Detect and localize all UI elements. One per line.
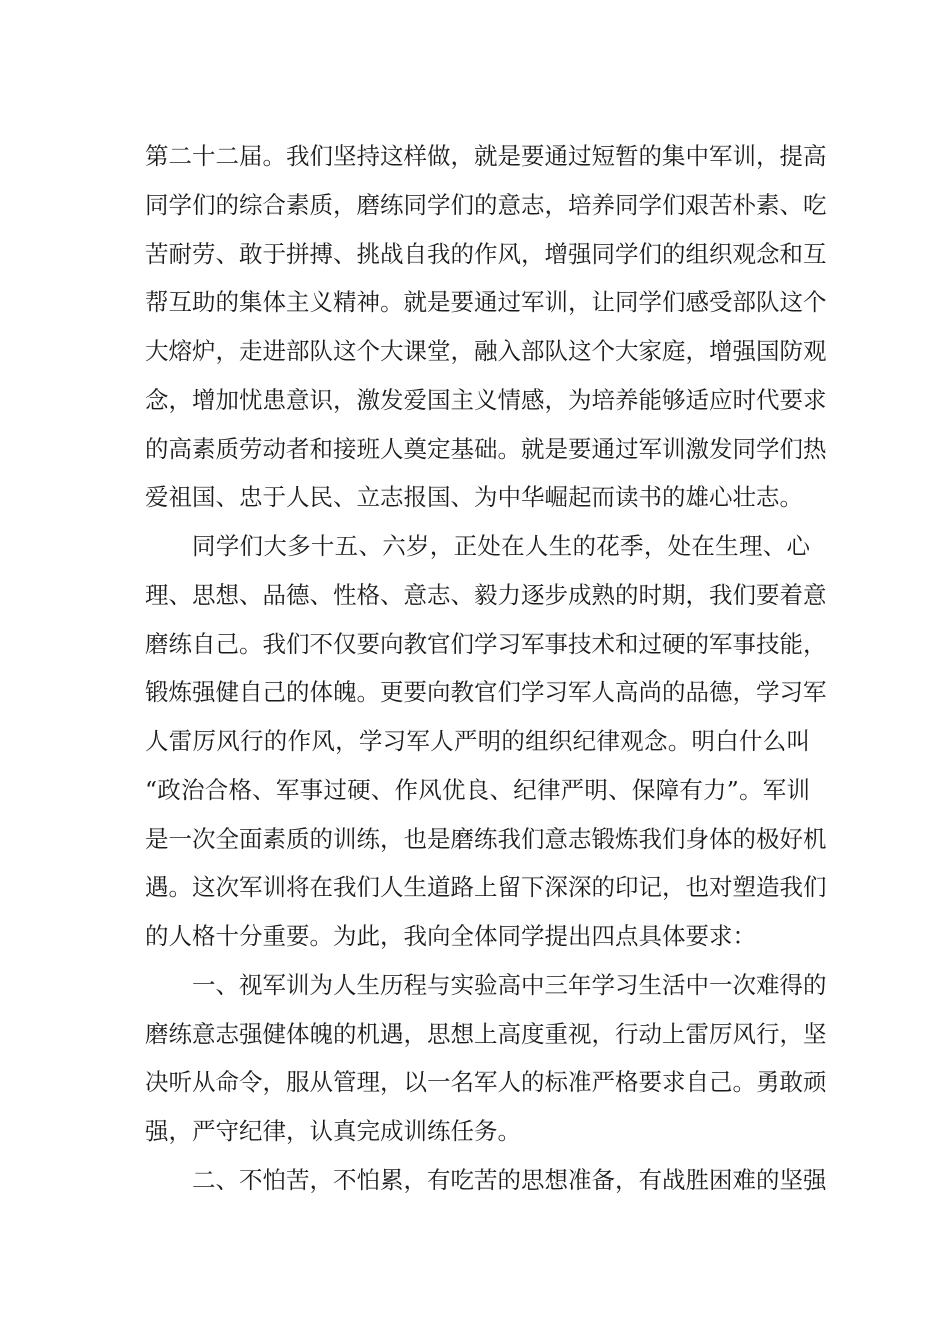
text-line: 爱祖国、忠于人民、立志报国、为中华崛起而读书的雄心壮志。 bbox=[145, 483, 803, 512]
text-line: “政治合格、军事过硬、作风优良、纪律严明、保障有力”。军训 bbox=[145, 775, 810, 804]
text-line: 人雷厉风行的作风，学习军人严明的组织纪律观念。明白什么叫 bbox=[145, 727, 810, 755]
text-line: 帮互助的集体主义精神。就是要通过军训，让同学们感受部队这个 bbox=[145, 288, 827, 317]
text-line: 理、思想、品德、性格、意志、毅力逐步成熟的时期，我们要着意 bbox=[145, 580, 827, 609]
text-line: 第二十二届。我们坚持这样做，就是要通过短暂的集中军训，提高 bbox=[145, 142, 827, 170]
text-line: 磨练意志强健体魄的机遇，思想上高度重视，行动上雷厉风行，坚 bbox=[145, 1019, 827, 1048]
text-line: 锻炼强健自己的体魄。更要向教官们学习军人高尚的品德，学习军 bbox=[145, 678, 827, 707]
text-line: 是一次全面素质的训练，也是磨练我们意志锻炼我们身体的极好机 bbox=[145, 824, 827, 853]
text-line: 念，增加忧患意识，激发爱国主义情感，为培养能够适应时代要求 bbox=[145, 385, 827, 414]
paragraph-start-line: 同学们大多十五、六岁，正处在人生的花季，处在生理、心 bbox=[192, 532, 810, 560]
paragraph-start-line: 一、视军训为人生历程与实验高中三年学习生活中一次难得的 bbox=[192, 970, 827, 999]
text-line: 决听从命令，服从管理，以一名军人的标准严格要求自己。勇敢顽 bbox=[145, 1068, 827, 1097]
text-line: 的人格十分重要。为此，我向全体同学提出四点具体要求： bbox=[145, 922, 756, 950]
text-line: 强，严守纪律，认真完成训练任务。 bbox=[145, 1117, 521, 1145]
text-line: 磨练自己。我们不仅要向教官们学习军事技术和过硬的军事技能， bbox=[145, 629, 827, 658]
body-text bbox=[145, 132, 827, 1205]
text-line: 遇。这次军训将在我们人生道路上留下深深的印记，也对塑造我们 bbox=[145, 873, 827, 902]
text-line: 大熔炉，走进部队这个大课堂，融入部队这个大家庭，增强国防观 bbox=[145, 337, 827, 365]
text-line: 苦耐劳、敢于拼搏、挑战自我的作风，增强同学们的组织观念和互 bbox=[145, 239, 827, 268]
text-line: 同学们的综合素质，磨练同学们的意志，培养同学们艰苦朴素、吃 bbox=[145, 190, 827, 219]
text-line: 的高素质劳动者和接班人奠定基础。就是要通过军训激发同学们热 bbox=[145, 434, 827, 463]
paragraph-start-line: 二、不怕苦，不怕累，有吃苦的思想准备，有战胜困难的坚强 bbox=[192, 1165, 827, 1194]
